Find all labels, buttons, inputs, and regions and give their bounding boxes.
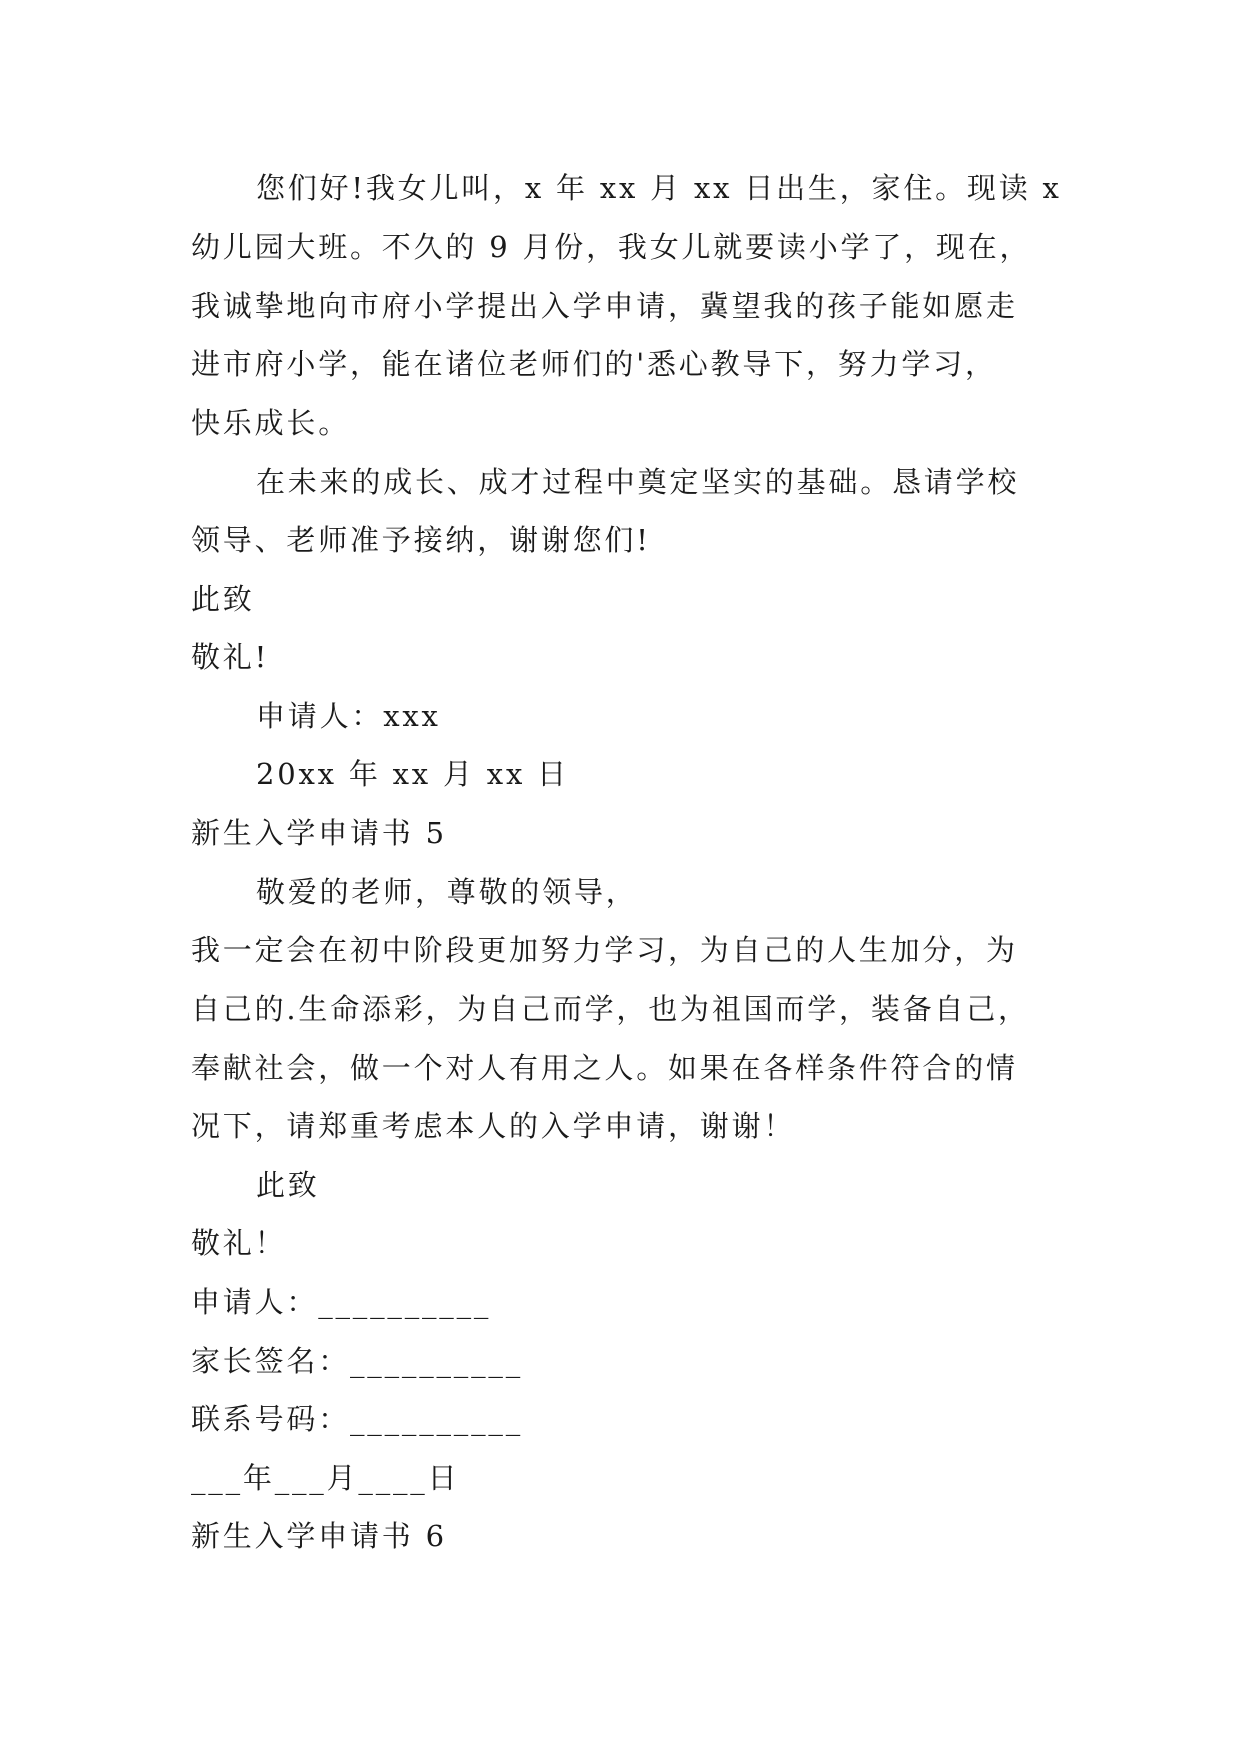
paragraph-line: 领导、老师准予接纳，谢谢您们! (191, 523, 651, 557)
date-field: ___年___月____日 (191, 1461, 460, 1495)
paragraph-line: 况下，请郑重考虑本人的入学申请，谢谢！ (191, 1109, 796, 1143)
paragraph-line: 快乐成长。 (191, 406, 351, 440)
closing-line: 敬礼! (191, 640, 270, 674)
closing-line: 此致 (256, 1168, 320, 1202)
closing-line: 此致 (191, 582, 255, 616)
section-heading: 新生入学申请书 6 (191, 1519, 447, 1553)
paragraph-line: 奉献社会，做一个对人有用之人。如果在各样条件符合的情 (191, 1051, 1018, 1085)
paragraph-line: 我一定会在初中阶段更加努力学习，为自己的人生加分，为 (191, 933, 1018, 967)
paragraph-line: 您们好!我女儿叫，x 年 xx 月 xx 日出生，家住。现读 x (256, 171, 1062, 205)
section-heading: 新生入学申请书 5 (191, 816, 447, 850)
salutation-line: 敬爱的老师，尊敬的领导， (256, 875, 638, 909)
applicant-line: 申请人：xxx (256, 699, 441, 733)
paragraph-line: 在未来的成长、成才过程中奠定坚实的基础。恳请学校 (256, 465, 1020, 499)
closing-line: 敬礼！ (191, 1226, 287, 1260)
paragraph-line: 幼儿园大班。不久的 9 月份，我女儿就要读小学了，现在， (191, 230, 1032, 264)
date-line: 20xx 年 xx 月 xx 日 (256, 757, 569, 791)
paragraph-line: 我诚挚地向市府小学提出入学申请，冀望我的孩子能如愿走 (191, 289, 1018, 323)
paragraph-line: 自己的.生命添彩，为自己而学，也为祖国而学，装备自己， (191, 992, 1030, 1026)
paragraph-line: 进市府小学，能在诸位老师们的'悉心教导下，努力学习， (191, 347, 997, 381)
phone-field: 联系号码：__________ (191, 1402, 524, 1436)
applicant-field: 申请人：__________ (191, 1285, 492, 1319)
parent-signature-field: 家长签名：__________ (191, 1344, 524, 1378)
